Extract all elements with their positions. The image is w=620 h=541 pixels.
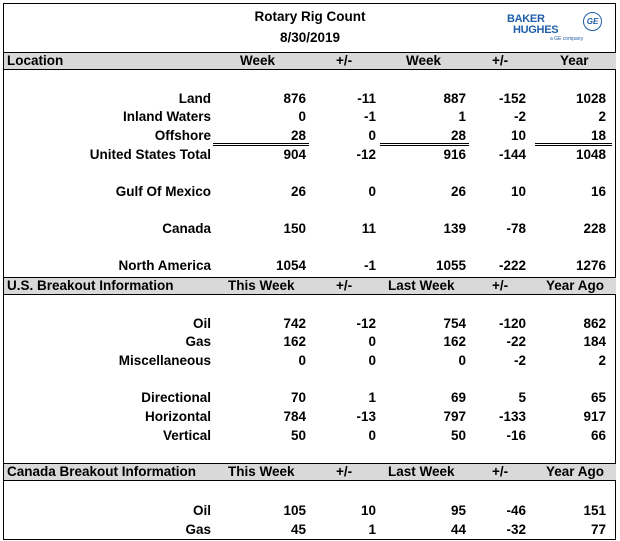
logo-line2: HUGHES	[513, 24, 559, 36]
row-label: Vertical	[162, 428, 211, 443]
row-label: Oil	[192, 503, 211, 518]
cell-change: -11	[357, 91, 376, 106]
table-row	[4, 219, 616, 238]
cell-change-2: 10	[510, 184, 526, 199]
table-row	[4, 332, 616, 351]
cell-year-ago: 917	[583, 409, 606, 424]
cell-last-week: 1055	[435, 258, 466, 273]
header-last-week: Last Week	[388, 464, 455, 479]
cell-last-week: 95	[450, 503, 466, 518]
cell-change-2: -152	[498, 91, 526, 106]
logo-tagline: a GE company	[550, 36, 584, 42]
cell-last-week: 44	[450, 522, 466, 537]
table-row	[4, 388, 616, 407]
row-label: Inland Waters	[122, 109, 211, 124]
cell-week: 150	[283, 221, 306, 236]
table-row	[4, 182, 616, 201]
cell-year-ago: 65	[590, 390, 606, 405]
cell-change: -12	[356, 316, 376, 331]
header-year-ago: Year Ago	[546, 464, 605, 479]
row-label: North America	[118, 258, 211, 273]
header-change-2: +/-	[492, 464, 509, 479]
cell-last-week: 69	[450, 390, 466, 405]
cell-change-2: -144	[498, 147, 526, 162]
cell-change: 10	[360, 503, 376, 518]
table-row	[4, 89, 616, 108]
cell-change: 0	[368, 184, 376, 199]
cell-last-week: 50	[450, 428, 466, 443]
header-this-week: This Week	[228, 464, 295, 479]
cell-year: 18	[590, 128, 606, 143]
cell-year: 228	[583, 221, 606, 236]
cell-change: -13	[356, 409, 376, 424]
report-title: Rotary Rig Count	[254, 9, 366, 24]
row-label: Gas	[185, 522, 211, 537]
cell-last-week: 754	[443, 316, 466, 331]
us-breakout-header	[4, 277, 616, 295]
row-label: Oil	[192, 316, 211, 331]
cell-this-week: 45	[290, 522, 306, 537]
header-change-2: +/-	[492, 278, 509, 293]
cell-change-2: -120	[498, 316, 526, 331]
cell-change-2: -32	[506, 522, 526, 537]
cell-change-2: -16	[506, 428, 526, 443]
row-label: United States Total	[89, 147, 211, 162]
table-row	[4, 501, 616, 520]
cell-change: 1	[368, 522, 376, 537]
cell-change: 0	[368, 334, 376, 349]
cell-week: 876	[283, 91, 306, 106]
cell-year-ago: 66	[590, 428, 606, 443]
cell-change-2: -133	[498, 409, 526, 424]
cell-year: 1276	[575, 258, 606, 273]
header-change: +/-	[336, 53, 353, 68]
row-label: Gulf Of Mexico	[115, 184, 211, 199]
cell-change: 0	[368, 353, 376, 368]
cell-year-ago: 184	[583, 334, 606, 349]
table-row	[4, 351, 616, 370]
row-label: Offshore	[154, 128, 211, 143]
cell-last-week: 162	[443, 334, 466, 349]
logo-line1: BAKER	[507, 13, 545, 25]
cell-change-2: -2	[513, 109, 526, 124]
cell-week: 0	[298, 109, 306, 124]
header-label: U.S. Breakout Information	[7, 278, 174, 293]
cell-year-ago: 862	[583, 316, 606, 331]
header-year-ago: Year Ago	[546, 278, 605, 293]
location-header	[4, 52, 616, 70]
row-label: Land	[178, 91, 211, 106]
cell-change: -1	[363, 258, 376, 273]
cell-change: 0	[368, 128, 376, 143]
cell-year: 2	[598, 109, 606, 124]
cell-last-week: 797	[443, 409, 466, 424]
row-label: Horizontal	[145, 409, 211, 424]
canada-breakout-header	[4, 463, 616, 481]
table-row	[4, 126, 616, 145]
cell-year: 1028	[575, 91, 606, 106]
cell-week: 904	[283, 147, 306, 162]
cell-last-week: 916	[443, 147, 466, 162]
cell-change: 1	[368, 390, 376, 405]
header-label: Canada Breakout Information	[7, 464, 197, 479]
cell-this-week: 50	[290, 428, 306, 443]
cell-year: 16	[590, 184, 606, 199]
row-label: Directional	[141, 390, 211, 405]
cell-last-week: 28	[450, 128, 466, 143]
cell-week: 28	[290, 128, 306, 143]
cell-change-2: -22	[506, 334, 526, 349]
cell-year-ago: 2	[598, 353, 606, 368]
cell-last-week: 1	[458, 109, 466, 124]
cell-year: 1048	[575, 147, 606, 162]
report-date: 8/30/2019	[279, 30, 341, 45]
table-row	[4, 107, 616, 126]
cell-week: 26	[290, 184, 306, 199]
cell-change: -1	[363, 109, 376, 124]
header-year: Year	[560, 53, 589, 68]
cell-last-week: 887	[443, 91, 466, 106]
row-label: Canada	[162, 221, 211, 236]
cell-change-2: -2	[513, 353, 526, 368]
header-this-week: This Week	[228, 278, 295, 293]
cell-change-2: -46	[506, 503, 526, 518]
cell-this-week: 784	[283, 409, 306, 424]
cell-last-week: 139	[443, 221, 466, 236]
baker-hughes-logo	[505, 9, 605, 43]
table-row	[4, 314, 616, 333]
cell-change-2: -78	[506, 221, 526, 236]
cell-this-week: 742	[283, 316, 306, 331]
row-label: Miscellaneous	[118, 353, 211, 368]
cell-last-week: 26	[450, 184, 466, 199]
cell-change-2: 10	[510, 128, 526, 143]
table-row	[4, 256, 616, 275]
header-label: Location	[7, 53, 64, 68]
cell-this-week: 0	[298, 353, 306, 368]
row-label: Gas	[185, 334, 211, 349]
table-row	[4, 145, 616, 164]
header-change: +/-	[336, 464, 353, 479]
table-row	[4, 426, 616, 445]
cell-year-ago: 77	[590, 522, 606, 537]
cell-year-ago: 151	[583, 503, 606, 518]
header-week-2: Week	[406, 53, 442, 68]
cell-change: 0	[368, 428, 376, 443]
cell-this-week: 162	[283, 334, 306, 349]
table-row	[4, 407, 616, 426]
header-last-week: Last Week	[388, 278, 455, 293]
cell-week: 1054	[275, 258, 306, 273]
header-change: +/-	[336, 278, 353, 293]
cell-change: 11	[361, 221, 376, 236]
cell-change-2: -222	[498, 258, 526, 273]
cell-change-2: 5	[518, 390, 526, 405]
header-week: Week	[240, 53, 276, 68]
cell-change: -12	[356, 147, 376, 162]
cell-this-week: 70	[290, 390, 306, 405]
ge-monogram-icon: GE	[583, 12, 602, 31]
table-row	[4, 520, 616, 539]
header-change-2: +/-	[492, 53, 509, 68]
cell-last-week: 0	[458, 353, 466, 368]
cell-this-week: 105	[283, 503, 306, 518]
